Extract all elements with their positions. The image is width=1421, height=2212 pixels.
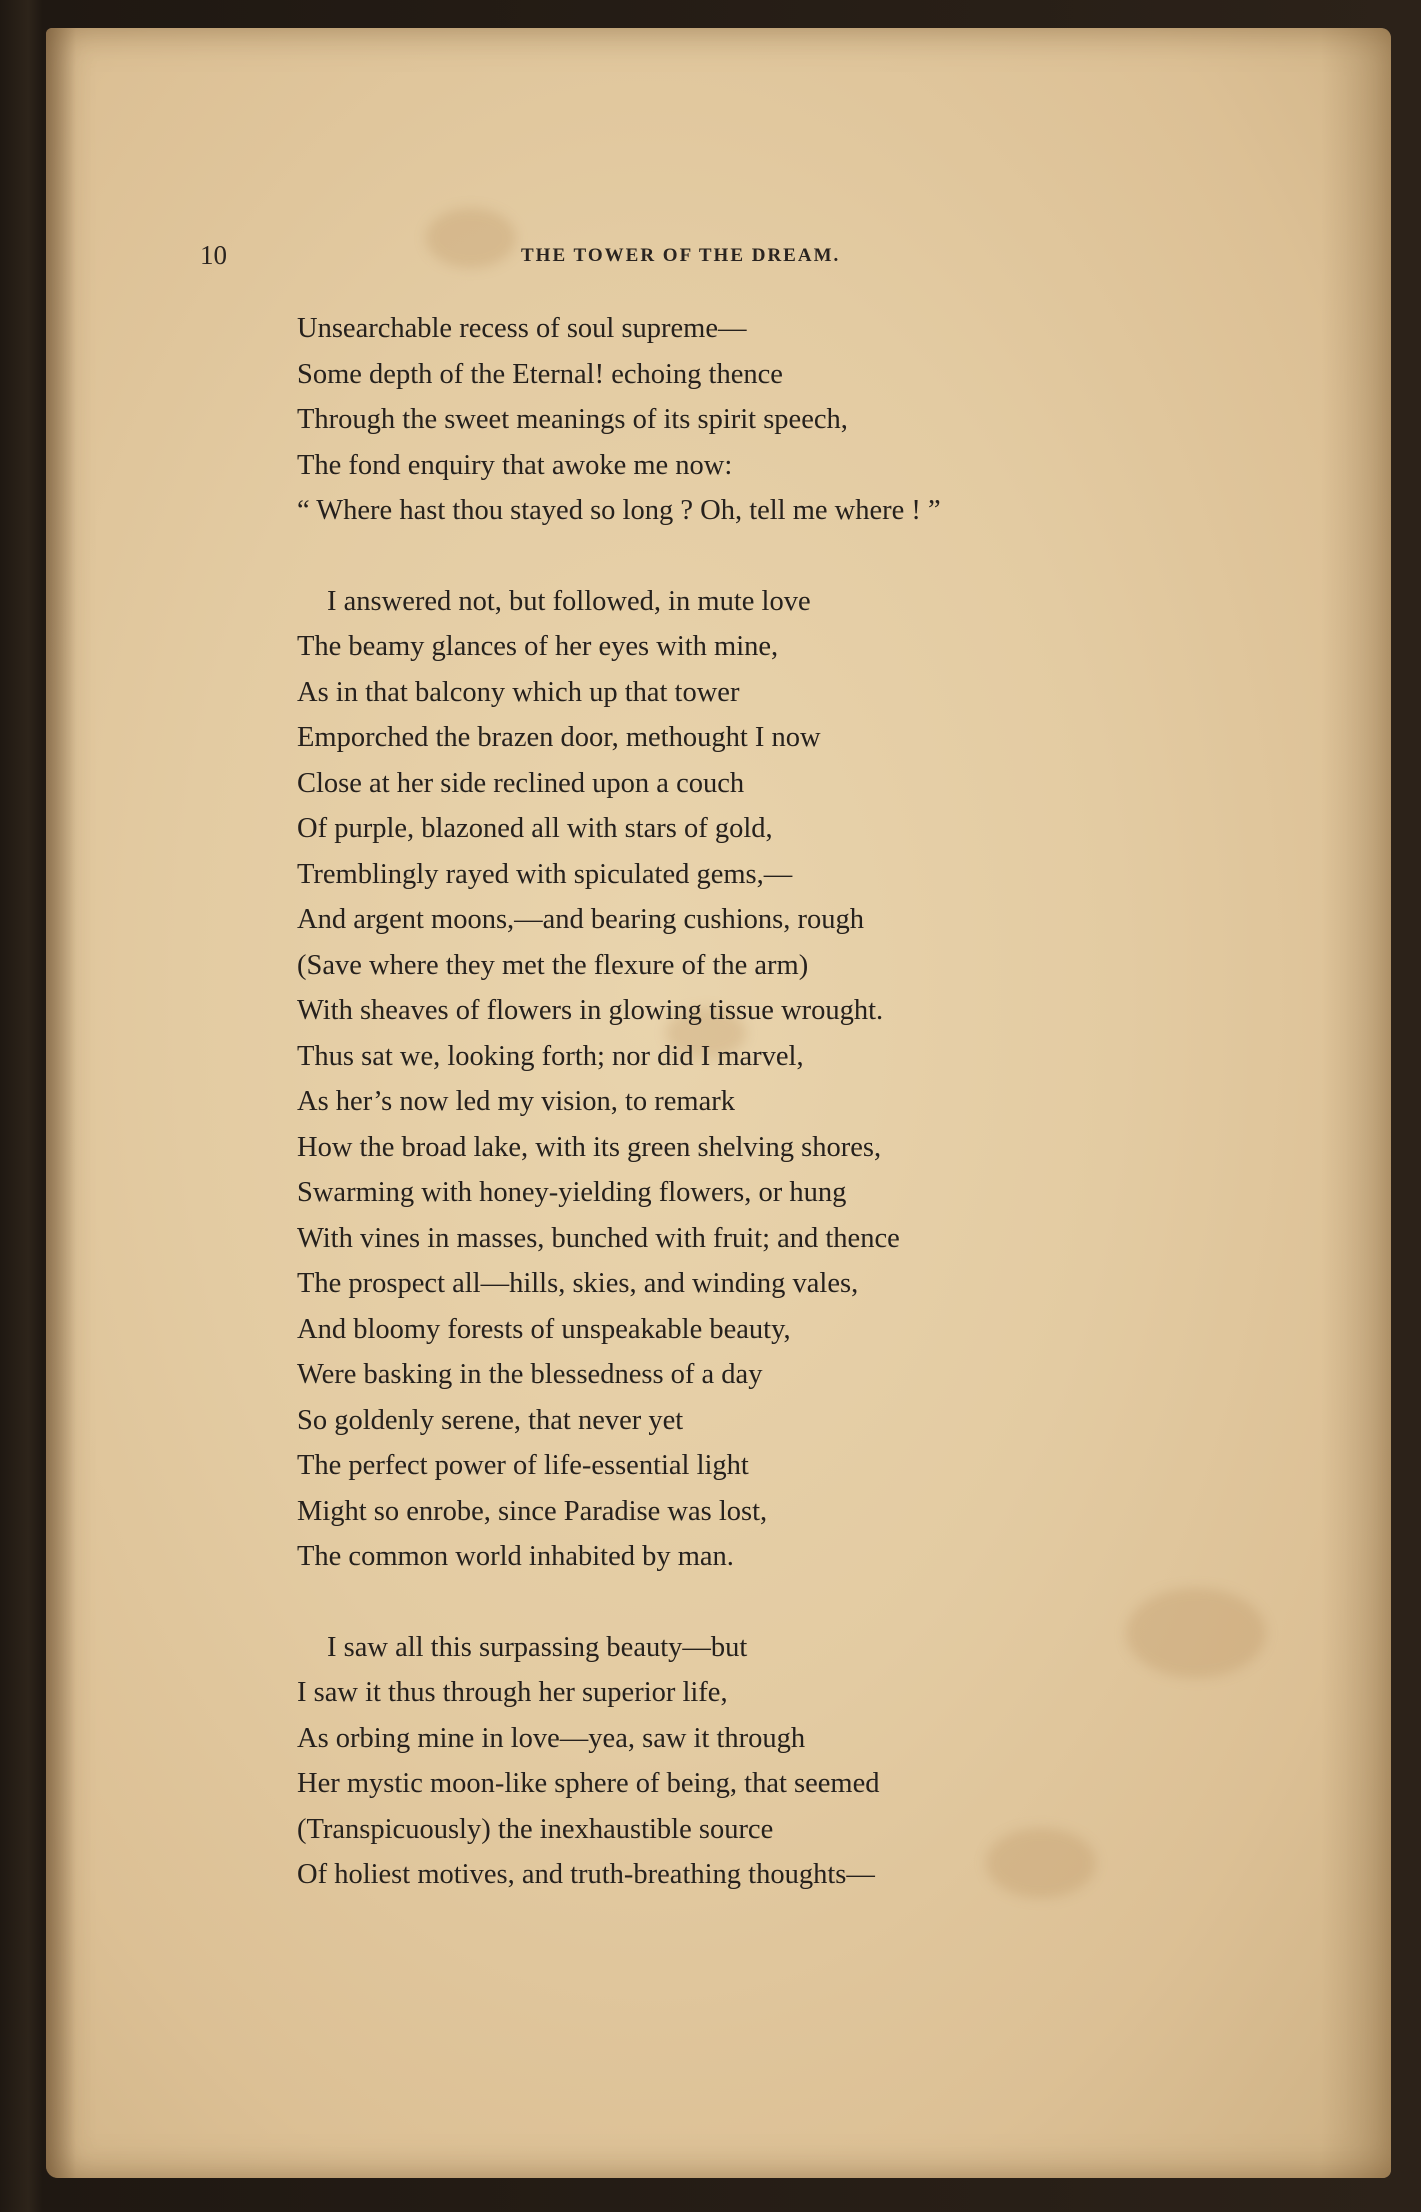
running-head: [200, 240, 1020, 270]
poem-line: Some depth of the Eternal! echoing thence: [297, 358, 783, 390]
poem-line: (Transpicuously) the inexhaustible source: [297, 1813, 774, 1845]
poem-line: Her mystic moon-like sphere of being, that seemed: [297, 1768, 880, 1799]
stanza-3: [297, 1625, 1197, 1898]
page-gutter-shadow: [46, 28, 76, 2178]
poem-line: The beamy glances of her eyes with mine,: [297, 631, 779, 662]
poem-line: As her’s now led my vision, to remark: [297, 1086, 735, 1117]
poem-line: The perfect power of life-essential light: [297, 1450, 749, 1481]
poem-line: Tremblingly rayed with spiculated gems,—: [297, 858, 793, 890]
poem-line: How the broad lake, with its green shelving shores,: [297, 1131, 882, 1163]
page-number: 10: [200, 240, 227, 270]
poem-line: I saw it thus through her superior life,: [297, 1677, 728, 1708]
poem-line: Of purple, blazoned all with stars of gold,: [297, 813, 773, 844]
poem-line: As in that balcony which up that tower: [297, 676, 740, 708]
poem-line: And argent moons,—and bearing cushions, rough: [297, 904, 865, 935]
poem-line: With vines in masses, bunched with fruit; and thence: [297, 1222, 900, 1254]
poem-line: So goldenly serene, that never yet: [297, 1404, 684, 1436]
poem-line: Of holiest motives, and truth-breathing thoughts—: [297, 1859, 875, 1890]
poem-line: (Save where they met the flexure of the arm): [297, 949, 809, 981]
stanza-1: [297, 306, 1197, 534]
poem-line: Unsearchable recess of soul supreme—: [297, 313, 747, 344]
poem-line: Thus sat we, looking forth; nor did I marvel,: [297, 1040, 804, 1072]
poem-line: With sheaves of flowers in glowing tissue wrought.: [297, 995, 884, 1026]
stanza-2: [297, 579, 1197, 1580]
poem-line: I saw all this surpassing beauty—but: [327, 1631, 748, 1663]
poem-body: [297, 306, 1197, 1898]
poem-line: Swarming with honey-yielding flowers, or hung: [297, 1177, 847, 1208]
running-title: THE TOWER OF THE DREAM.: [521, 245, 841, 266]
poem-line: I answered not, but followed, in mute love: [327, 585, 811, 617]
poem-line: Were basking in the blessedness of a day: [297, 1359, 763, 1390]
poem-line: “ Where hast thou stayed so long ? Oh, tell me where ! ”: [297, 495, 941, 526]
poem-line: The fond enquiry that awoke me now:: [297, 449, 733, 481]
page-edge-shadow: [1321, 28, 1391, 2178]
poem-line: And bloomy forests of unspeakable beauty,: [297, 1313, 791, 1345]
poem-line: The common world inhabited by man.: [297, 1541, 734, 1572]
poem-line: Close at her side reclined upon a couch: [297, 767, 745, 799]
poem-line: As orbing mine in love—yea, saw it through: [297, 1722, 806, 1754]
poem-line: The prospect all—hills, skies, and winding vales,: [297, 1268, 859, 1299]
poem-line: Through the sweet meanings of its spirit speech,: [297, 404, 848, 435]
poem-line: Might so enrobe, since Paradise was lost,: [297, 1495, 768, 1527]
poem-line: Emporched the brazen door, methought I now: [297, 722, 821, 753]
